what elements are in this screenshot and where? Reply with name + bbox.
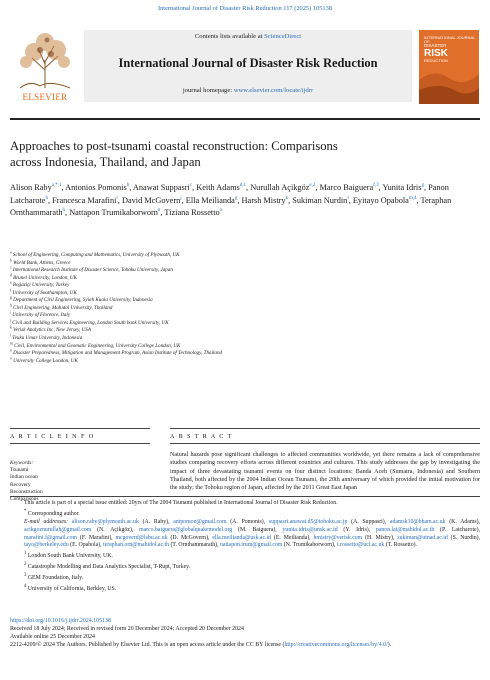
affiliation-text: Civil Engineering, Mahidol University, Thailand — [13, 304, 113, 311]
affiliation-item — [10, 257, 480, 268]
corresponding-label: Corresponding author. — [27, 510, 80, 517]
author-name[interactable]: Marco Baiguera — [319, 183, 374, 192]
author-name[interactable]: Tiziana Rossetto — [164, 208, 220, 218]
email-link[interactable]: tayo@berkeley.edu — [24, 542, 69, 549]
license-link[interactable]: http://creativecommons.org/licenses/by/4.0/ — [284, 641, 388, 648]
divider — [170, 443, 480, 444]
affiliation-mark: d — [10, 272, 12, 277]
footnote-item — [10, 572, 480, 583]
author[interactable] — [196, 183, 246, 192]
journal-title: International Journal of Disaster Risk Reduction — [118, 56, 378, 70]
author[interactable] — [353, 196, 417, 205]
email-owner: (D. McGovern), — [167, 534, 213, 541]
affiliation-list — [10, 252, 480, 365]
email-link[interactable]: nattapon.trum@gmail.com — [219, 542, 283, 549]
author[interactable] — [383, 183, 424, 192]
author[interactable] — [10, 183, 61, 192]
affiliation-item — [10, 335, 480, 343]
email-link[interactable]: mcgoverd@lsbu.ac.uk — [115, 534, 168, 541]
affiliation-text: Boğaziçi University, Turkey — [12, 282, 70, 289]
affiliation-mark: c — [10, 265, 12, 270]
author[interactable] — [186, 196, 238, 205]
online-date: Available online 25 December 2024 — [10, 633, 95, 640]
divider — [10, 496, 480, 497]
author[interactable] — [69, 208, 160, 217]
affiliation-text: Verisk Analytics Inc, New Jersey, USA — [13, 327, 91, 334]
email-link[interactable]: panon.lat@mahidol.ac.th — [375, 526, 435, 533]
cover-line: DISASTER — [424, 43, 447, 48]
email-owner: (A. Pomonis), — [226, 518, 269, 525]
affiliation-item — [10, 252, 480, 260]
author-name[interactable]: Keith Adams — [196, 183, 240, 192]
email-link[interactable]: suppasri.anawat.d5@tohoku.ac.jp — [268, 518, 348, 525]
author-affiliation-marks[interactable]: l — [347, 195, 349, 201]
contents-line — [84, 33, 412, 40]
paper-title — [10, 138, 480, 170]
journal-cover-image[interactable] — [419, 30, 479, 104]
author-affiliation-marks[interactable]: a,*,1 — [51, 183, 62, 189]
affiliation-text: University College London, UK — [13, 357, 78, 364]
author-affiliation-marks[interactable]: j — [180, 195, 182, 201]
author-name[interactable]: David McGovern — [121, 195, 181, 205]
email-link[interactable]: marafini.f@gmail.com — [24, 534, 77, 541]
footnote-item — [10, 583, 480, 594]
license-text: 2212-4209/© 2024 The Authors. Published by Elsevier Ltd. This is an open access article under the CC BY license ( — [10, 641, 285, 648]
footnote-item — [10, 550, 480, 561]
author[interactable] — [250, 183, 315, 192]
affiliation-item — [10, 305, 480, 313]
author[interactable] — [65, 183, 129, 192]
email-label: E-mail addresses: — [24, 518, 69, 525]
author-affiliation-marks[interactable]: g — [234, 195, 238, 201]
affiliation-item — [10, 325, 480, 338]
affiliation-item — [10, 355, 480, 366]
corresponding-mark: * — [24, 508, 27, 514]
corresponding-note — [10, 508, 480, 519]
author-list: Alison Raby$^{a,*,1}$, Antonios Pomonis$^b$, Anawat Suppasri$^c$, Keith Adams$^{d,1}$, Nurullah Açikgöz$^{e,2}$, Marco Baiguera$^{f,3}$, Yunita Idris$^g$, Panon Latcharote$^h$, Francesca Marafini$^i$, David McGovern$^j$, Ella Meilianda$^g$, Harsh Mistry$^k$, Sukiman Nurdin$^l$, Eyitayo Opabola$^{m,4}$, Teraphan Ornthammarath$^h$, Nattapon Trumikaborworn$^n$, Tiziana Rossetto$^o$ — [10, 183, 452, 218]
keyword: Tsunami — [10, 467, 29, 474]
affiliation-text: Civil and Building Services Engineering, London South bank University, UK — [12, 319, 169, 326]
keywords-block — [10, 460, 150, 503]
abstract-heading: A B S T R A C T — [170, 433, 233, 440]
keyword: Comparisons — [10, 496, 39, 503]
divider — [10, 443, 150, 444]
affiliation-text: Brunel University, London, UK — [13, 274, 77, 281]
email-link[interactable]: hmistry@verisk.com — [313, 534, 363, 541]
email-link[interactable]: yunita.idris@unsk.ac.id — [282, 526, 338, 533]
affiliation-mark: i — [10, 310, 11, 315]
affiliation-mark: f — [10, 288, 12, 293]
email-owner: (A. Raby), — [138, 518, 174, 525]
affiliation-mark: m — [10, 340, 13, 345]
author-name[interactable]: Eyitayo Opabola — [352, 195, 409, 205]
email-link[interactable]: alison.raby@plymouth.ac.uk — [71, 518, 139, 525]
article-info-heading: A R T I C L E I N F O — [10, 433, 95, 440]
affiliation-text: Department of Civil Engineering, Syiah Kuala University, Indonesia — [13, 297, 153, 304]
author[interactable] — [320, 183, 379, 192]
email-link[interactable]: teraphan.orn@mahidol.ac.th — [103, 542, 170, 549]
email-link[interactable]: t.rossetto@ucl.ac.uk — [336, 542, 385, 549]
author[interactable] — [122, 196, 182, 205]
affiliation-mark: h — [10, 303, 12, 308]
author-affiliation-marks[interactable]: h — [62, 208, 66, 214]
license-suffix: ). — [387, 641, 392, 648]
license-line — [10, 642, 480, 650]
author-name[interactable]: Nattapon Trumikaborworn — [69, 208, 158, 218]
running-header[interactable]: International Journal of Disaster Risk Reduction 117 (2025) 105138 — [157, 5, 333, 12]
title-line: Approaches to post-tsunami coastal reconstruction: Comparisons — [10, 139, 338, 153]
author-name[interactable]: Panon Latcharote — [10, 183, 449, 205]
affiliation-mark: b — [10, 257, 12, 262]
email-link[interactable]: adamsk10@bham.ac.uk — [389, 518, 446, 525]
cover-line: RISK — [424, 47, 448, 59]
title-line: across Indonesia, Thailand, and Japan — [10, 155, 201, 169]
affiliation-text: University of Florence, Italy — [12, 312, 71, 319]
author-affiliation-marks[interactable]: f,3 — [373, 183, 379, 189]
footnote-number: 1 — [24, 551, 27, 557]
author-name[interactable]: Anawat Suppasri — [132, 183, 190, 192]
affiliation-text: Civil, Environmental and Geomatic Engineering, University College London, UK — [14, 342, 181, 349]
author-name[interactable]: Ella Meilianda — [185, 195, 235, 205]
email-owner: (F. Marafini), — [76, 534, 116, 541]
author-affiliation-marks[interactable]: k — [285, 195, 289, 201]
footnotes — [10, 500, 480, 594]
affiliation-mark: j — [10, 318, 11, 323]
cover-line: REDUCTION — [424, 57, 448, 63]
author[interactable] — [52, 196, 118, 205]
affiliation-mark: l — [10, 333, 11, 338]
affiliation-text: Disaster Preparedness, Mitigation and Management Program, Asian Institute of Technology, Thailand — [13, 350, 223, 357]
author-name[interactable]: Nurullah Açikgöz — [250, 183, 310, 192]
contents-prefix: Contents lists available at — [194, 33, 265, 40]
author-affiliation-marks[interactable]: b — [126, 183, 130, 189]
email-owner: (N. Açikgöz), — [91, 526, 140, 533]
author-name[interactable]: Teraphan Ornthammarath — [10, 195, 452, 218]
email-owner: (K. Adams), — [445, 518, 480, 525]
footnote-text: Catastrophe Modelling and Data Analytics Specialist, T-Rupt, Turkey. — [27, 564, 191, 571]
numbered-footnotes — [10, 550, 480, 593]
email-owner: (M. Baiguera), — [232, 526, 283, 533]
email-owner: (P. Latcharote), — [434, 526, 481, 533]
special-issue-note: This article is part of a special issue entitled: 20yrs of The 2004 Tsunami published in International Journal of Disaster Risk Reduction. — [24, 500, 338, 506]
email-owner: (A. Suppasri), — [347, 518, 390, 525]
author-affiliation-marks[interactable]: d,1 — [239, 183, 247, 189]
email-owner: (H. Mistry), — [362, 534, 398, 541]
affiliation-mark: k — [10, 325, 12, 330]
author-name[interactable]: Yunita Idris — [382, 183, 422, 192]
author-affiliation-marks[interactable]: h — [45, 195, 48, 201]
affiliation-text: International Research Institute of Disaster Science, Tohoku University, Japan — [12, 267, 173, 274]
affiliation-mark: a — [10, 250, 12, 255]
publisher-logo-text: ELSEVIER — [22, 92, 68, 102]
footnote-text: GEM Foundation, Italy. — [27, 574, 84, 581]
email-owner: (N. Trumikaborworn), — [282, 542, 337, 549]
author-affiliation-marks[interactable]: m,4 — [408, 195, 417, 201]
author-affiliation-marks[interactable]: g — [421, 183, 424, 189]
footnote-item — [10, 561, 480, 572]
footnote-number: 2 — [24, 562, 27, 568]
doi-link[interactable]: https://doi.org/10.1016/j.ijdrr.2024.105138 — [10, 618, 111, 624]
keyword: Reconstruction — [10, 488, 43, 495]
author-affiliation-marks[interactable]: i — [116, 195, 118, 201]
affiliation-item — [10, 340, 480, 351]
author-name[interactable]: Sukiman Nurdin — [292, 195, 348, 205]
author-name[interactable]: Harsh Mistry — [241, 195, 286, 205]
email-link[interactable]: sukiman@utnad.ac.id — [397, 534, 448, 541]
author-name[interactable]: Alison Raby — [10, 183, 52, 192]
author[interactable] — [164, 208, 222, 217]
footnote-number: 3 — [24, 573, 27, 579]
email-owner: (E. Meilianda), — [270, 534, 314, 541]
journal-homepage-link[interactable]: www.elsevier.com/locate/ijdrr — [233, 87, 314, 94]
header-rule — [10, 118, 480, 120]
affiliation-text: Teuku Umar University, Indonesia — [12, 335, 83, 342]
homepage-prefix: journal homepage: — [182, 87, 234, 94]
author-affiliation-marks[interactable]: c — [189, 183, 193, 189]
keywords-label: Keywords: — [10, 460, 34, 466]
affiliation-mark: g — [10, 295, 12, 300]
affiliation-text: School of Engineering, Computing and Mathematics, University of Plymouth, UK — [12, 252, 180, 258]
author[interactable] — [292, 196, 348, 205]
keyword: Recovery — [10, 481, 31, 488]
author-affiliation-marks[interactable]: o — [219, 208, 223, 214]
footnote-text: London South Bank University, UK. — [27, 553, 113, 560]
affiliation-mark: o — [10, 355, 12, 360]
divider — [10, 428, 150, 429]
affiliation-mark: e — [10, 280, 12, 285]
publication-info — [10, 618, 480, 650]
author-name[interactable]: Antonios Pomonis — [65, 183, 127, 192]
affiliation-item — [10, 267, 480, 275]
email-owner: (E. Opabola), — [68, 542, 104, 549]
cover-line: INTERNATIONAL JOURNAL OF — [424, 35, 476, 44]
affiliation-text: World Bank, Athens, Greece — [13, 259, 71, 266]
homepage-line — [84, 87, 412, 94]
email-link[interactable]: marco.baiguera@globalquakemodel.org — [139, 526, 233, 533]
email-owner: (S. Nurdin), — [447, 534, 480, 541]
affiliation-text: University of Southampton, UK — [12, 289, 77, 296]
footnote-number: 4 — [24, 583, 27, 589]
divider — [170, 428, 480, 429]
email-link[interactable]: ella.meilianda@usk.ac.id — [212, 534, 271, 541]
email-owner: (Y. Idris), — [337, 526, 376, 533]
author-affiliation-marks[interactable]: e,2 — [309, 183, 316, 189]
cover-wave-icon — [419, 30, 479, 104]
affiliation-mark: n — [10, 348, 12, 353]
received-dates: Received 18 July 2024; Received in revised form 20 December 2024; Accepted 20 December 2024 — [10, 625, 244, 632]
email-owner: (T. Rossetto). — [384, 542, 417, 549]
affiliation-item — [10, 350, 480, 358]
affiliation-item — [10, 272, 480, 283]
abstract-text: Natural hazards pose significant challenges to affected communities worldwide, yet there remains a lack of comprehensive studies comparing recovery efforts across different countries and cultures. This study addresses the gap by investigating the impact of three devastating tsunami events on four distinct locations: Banda Aceh (Sumatra, Indonesia) and Southern Thailand, both affected by the 2004 Indian Ocean Tsunami, the 20th anniversary of which provided the initial motivation for the study; the Tohoku region of Japan, affected by the 2011 Great East Japan — [170, 452, 480, 492]
email-owner: (T. Ornthammarath), — [169, 542, 220, 549]
sciencedirect-link[interactable]: ScienceDirect — [264, 33, 302, 40]
keyword: Indian ocean — [10, 474, 38, 481]
author-name[interactable]: Francesca Marafini — [52, 195, 117, 205]
author-affiliation-marks[interactable]: n — [157, 208, 161, 214]
author[interactable] — [133, 183, 192, 192]
email-addresses — [10, 519, 480, 551]
email-link[interactable]: acikgoznurullah@gmail.com — [24, 526, 92, 533]
footnote-text: University of California, Berkley, US. — [27, 585, 117, 592]
email-link[interactable]: antpomon@gmail.com — [173, 518, 227, 525]
author[interactable] — [242, 196, 289, 205]
